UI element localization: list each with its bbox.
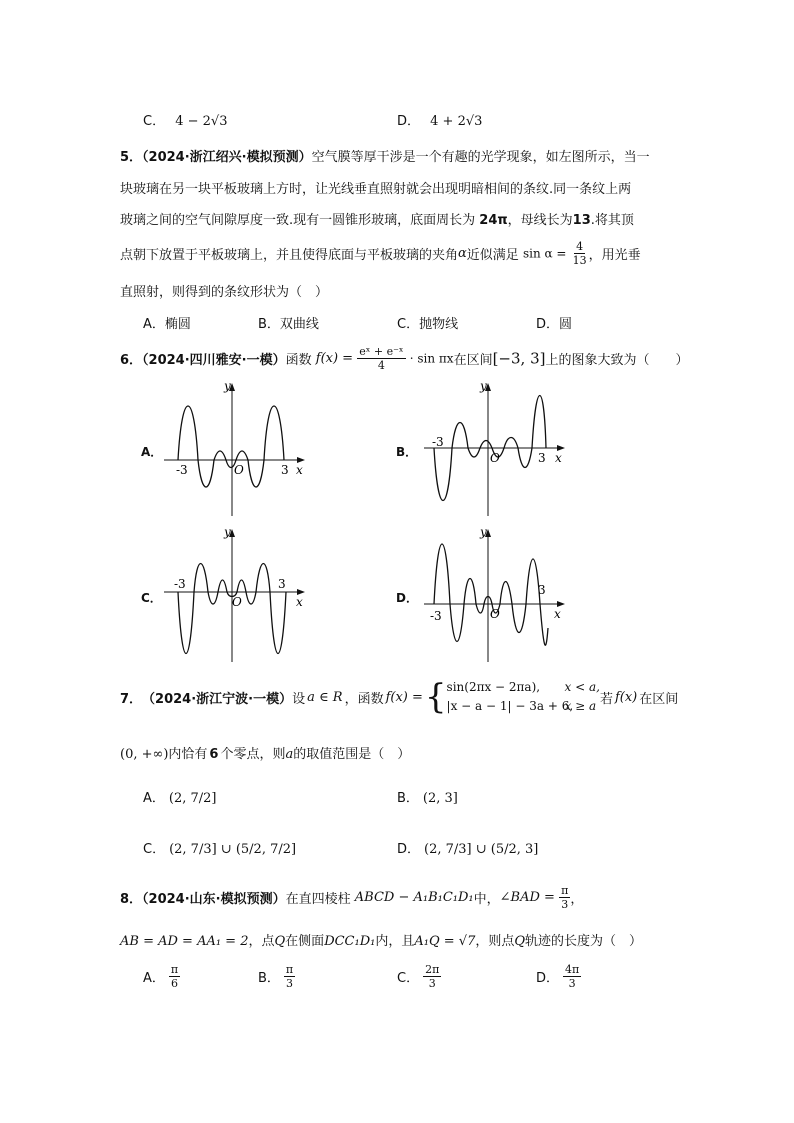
option-label: A． <box>143 971 165 986</box>
question-number: 7． <box>120 691 143 707</box>
question-text: 空气膜等厚干涉是一个有趣的光学现象，如左图所示，当一 <box>311 150 650 165</box>
q8-option-c[interactable] <box>397 963 441 990</box>
option-fraction <box>563 963 581 990</box>
q8-line-2 <box>120 930 642 949</box>
graph-b[interactable] <box>420 378 570 518</box>
q8-line-1 <box>120 884 583 911</box>
question-text: 在区间 <box>453 353 493 368</box>
option-text: 抛物线 <box>419 317 459 332</box>
option-label: B． <box>397 791 419 806</box>
origin-label: O <box>232 595 242 609</box>
fraction-numerator: π <box>285 963 294 976</box>
option-label: B． <box>258 317 280 332</box>
question-number: 8． <box>120 892 143 907</box>
face-name: DCC₁D₁ <box>324 934 376 949</box>
angle-fraction <box>559 884 570 911</box>
piecewise-brace: { <box>424 677 447 717</box>
question-source: （2024·浙江宁波·一模） <box>142 691 293 707</box>
question-text: 点朝下放置于平板玻璃上，并且使得底面与平板玻璃的夹角 <box>120 248 459 263</box>
tick-label-neg3: -3 <box>176 463 188 477</box>
edge-lengths: AB = AD = AA₁ = 2 <box>120 934 249 949</box>
question-source: （2024·浙江绍兴·模拟预测） <box>142 150 312 165</box>
q7-option-a[interactable] <box>143 787 217 806</box>
sin-alpha: sin α = <box>522 246 567 261</box>
question-text: 若 <box>599 691 613 707</box>
option-text: (2, 7/3] ∪ (5/2, 3] <box>424 842 539 857</box>
piecewise-cases <box>447 678 600 716</box>
q7-option-b[interactable] <box>397 787 458 806</box>
option-text: 双曲线 <box>279 317 319 332</box>
q8-option-d[interactable] <box>536 963 581 990</box>
q8-option-b[interactable] <box>258 963 295 990</box>
q4-option-c[interactable] <box>143 110 227 129</box>
sin-fraction <box>571 240 589 267</box>
q7-option-d[interactable] <box>397 838 538 857</box>
question-source: （2024·山东·模拟预测） <box>142 892 286 907</box>
q5-option-d[interactable] <box>536 313 572 332</box>
alpha-symbol: α <box>458 246 467 261</box>
option-text: 椭圆 <box>164 317 191 332</box>
question-text: 直照射，则得到的条纹形状为（ ） <box>120 285 329 300</box>
option-value: 4 + 2√3 <box>430 114 483 129</box>
option-label: C． <box>397 971 420 986</box>
circumference-value: 24π <box>479 213 508 228</box>
option-label: D． <box>397 842 421 857</box>
case-1-expr: sin(2πx − 2πa), <box>446 680 541 694</box>
option-label: C． <box>397 317 420 332</box>
tick-label-neg3: -3 <box>174 577 186 591</box>
case-1-condition: x < a, <box>564 680 600 694</box>
fraction-numerator: π <box>170 963 179 976</box>
x-axis-label: x <box>555 451 562 465</box>
option-fraction <box>169 963 180 990</box>
origin-label: O <box>490 451 500 465</box>
question-text: 块玻璃在另一块平板玻璃上方时，让光线垂直照射就会出现明暗相间的条纹.同一条纹上两 <box>120 182 632 197</box>
condition: a ∈ R <box>307 689 343 705</box>
q5-option-a[interactable] <box>143 313 191 332</box>
question-text: .将其顶 <box>590 213 634 228</box>
option-text: (2, 7/3] ∪ (5/2, 7/2] <box>169 842 297 857</box>
fraction-denominator: 6 <box>171 977 179 990</box>
graph-c[interactable] <box>160 524 310 664</box>
fraction-denominator: 13 <box>572 254 587 267</box>
question-text: 内，且 <box>375 934 415 949</box>
question-text: 在侧面 <box>285 934 325 949</box>
fraction-denominator: 3 <box>428 977 436 990</box>
comma: ， <box>570 892 584 907</box>
point-q: Q <box>514 934 526 949</box>
fraction-denominator: 3 <box>286 977 294 990</box>
q5-line-4 <box>120 240 641 267</box>
graph-d-label: D． <box>396 591 418 605</box>
option-label: D． <box>536 971 560 986</box>
function-curve <box>434 544 548 645</box>
q7-stem <box>120 678 678 716</box>
question-text: ，用光垂 <box>588 248 641 263</box>
x-axis-label: x <box>296 463 303 477</box>
tick-label-neg3: -3 <box>430 609 442 623</box>
question-text: 近似满足 <box>466 248 519 263</box>
tick-label-3: 3 <box>538 583 546 597</box>
fraction-numerator: 2π <box>425 963 440 976</box>
function-name: f(x) = <box>315 351 354 366</box>
question-text: 设 <box>292 691 306 707</box>
option-fraction <box>423 963 441 990</box>
question-text: 玻璃之间的空气间隙厚度一致.现有一圆锥形玻璃，底面周长为 <box>120 213 476 228</box>
fraction-numerator: 4 <box>576 240 584 253</box>
angle: ∠BAD = <box>499 890 555 905</box>
q7-line-2 <box>120 743 410 762</box>
origin-label: O <box>234 463 244 477</box>
y-axis-label: y <box>224 379 231 393</box>
question-text: 轨迹的长度为（ ） <box>525 934 643 949</box>
interval: (0, +∞) <box>120 747 169 762</box>
case-2-condition: x ≥ a <box>564 699 597 713</box>
option-label: D． <box>397 114 421 129</box>
fraction-denominator: 4 <box>377 359 385 372</box>
question-text: 中， <box>473 892 500 907</box>
fraction-numerator: eˣ + e⁻ˣ <box>359 345 404 358</box>
option-text: (2, 7/2] <box>168 791 217 806</box>
x-axis-label: x <box>554 607 561 621</box>
option-fraction <box>284 963 295 990</box>
question-text: ，母线长为 <box>507 213 573 228</box>
function-fraction <box>357 345 405 372</box>
q5-line-2 <box>120 178 631 197</box>
variable: a <box>285 747 294 762</box>
question-text: 个零点，则 <box>220 747 286 762</box>
question-text: 函数 <box>285 353 312 368</box>
tick-label-3: 3 <box>281 463 289 477</box>
option-label: D． <box>536 317 560 332</box>
y-axis-label: y <box>224 525 231 539</box>
q4-option-d[interactable] <box>397 110 482 129</box>
question-text: ，则点 <box>475 934 515 949</box>
q5-option-c[interactable] <box>397 313 458 332</box>
point-q: Q <box>274 934 286 949</box>
option-label: A． <box>143 317 165 332</box>
question-text: 在直四棱柱 <box>285 892 351 907</box>
y-axis-label: y <box>480 525 487 539</box>
question-text: ，函数 <box>344 691 384 707</box>
zero-count: 6 <box>209 747 219 762</box>
function-tail: · sin πx <box>409 351 454 366</box>
option-label: C． <box>143 114 166 129</box>
option-label: A． <box>143 791 165 806</box>
case-1 <box>447 678 600 697</box>
graph-b-label: B． <box>396 445 418 459</box>
graph-d[interactable] <box>420 524 570 664</box>
q7-option-c[interactable] <box>143 838 296 857</box>
prism-name: ABCD − A₁B₁C₁D₁ <box>354 890 474 905</box>
interval: [−3, 3] <box>492 349 546 368</box>
q5-line-5 <box>120 281 328 300</box>
graph-a-label: A． <box>141 445 163 459</box>
slant-length-value: 13 <box>572 213 591 228</box>
question-source: （2024·四川雅安·一模） <box>142 353 286 368</box>
graph-c-label: C． <box>141 591 162 605</box>
question-text: 上的图象大致为（ ） <box>545 353 689 368</box>
tick-label-3: 3 <box>278 577 286 591</box>
q5-line-3 <box>120 209 634 228</box>
fraction-denominator: 3 <box>568 977 576 990</box>
question-number: 5． <box>120 150 143 165</box>
question-text: ，点 <box>248 934 275 949</box>
function-ref: f(x) <box>614 689 638 705</box>
option-text: 圆 <box>559 317 573 332</box>
question-text: 的取值范围是（ ） <box>293 747 411 762</box>
distance: A₁Q = √7 <box>414 934 476 949</box>
question-text: 在区间 <box>639 691 679 707</box>
option-value: 4 − 2√3 <box>175 114 228 129</box>
y-axis-label: y <box>480 379 487 393</box>
fraction-denominator: 3 <box>561 898 569 911</box>
q8-option-a[interactable] <box>143 963 180 990</box>
q5-line-1 <box>120 146 650 165</box>
function-curve <box>178 406 284 487</box>
fraction-numerator: π <box>561 884 569 897</box>
question-number: 6． <box>120 353 143 368</box>
case-2-expr: |x − a − 1| − 3a + 6, <box>446 699 574 713</box>
tick-label-neg3: -3 <box>432 435 444 449</box>
x-axis-label: x <box>296 595 303 609</box>
option-label: C． <box>143 842 166 857</box>
q6-stem <box>120 345 689 372</box>
question-text: 内恰有 <box>168 747 208 762</box>
option-text: (2, 3] <box>422 791 458 806</box>
graph-a[interactable] <box>160 378 310 518</box>
case-2 <box>447 697 600 716</box>
q5-option-b[interactable] <box>258 313 319 332</box>
origin-label: O <box>490 607 500 621</box>
option-label: B． <box>258 971 280 986</box>
fraction-numerator: 4π <box>565 963 580 976</box>
tick-label-3: 3 <box>538 451 546 465</box>
function-name: f(x) = <box>385 689 423 705</box>
